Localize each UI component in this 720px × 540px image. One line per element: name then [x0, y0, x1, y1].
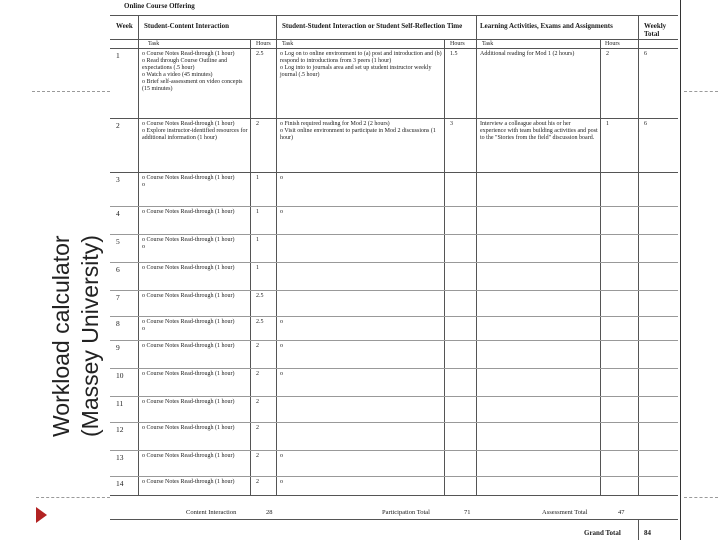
content-tasks: o Course Notes Read-through (1 hour) o: [142, 237, 235, 250]
sub-hours: Hours: [605, 41, 620, 47]
content-tasks: o Course Notes Read-through (1 hour) o: [142, 175, 235, 188]
rule: [276, 15, 277, 495]
week-number: 8: [116, 319, 120, 328]
row-rule: [110, 234, 678, 235]
week-number: 5: [116, 237, 120, 246]
interaction-tasks: o: [280, 453, 283, 459]
next-arrow-icon[interactable]: [36, 507, 47, 523]
participation-total-value: 71: [464, 509, 471, 516]
content-hours: 1: [256, 175, 259, 181]
rule: [110, 39, 678, 40]
content-tasks: o Course Notes Read-through (1 hour): [142, 293, 235, 299]
content-total-value: 28: [266, 509, 273, 516]
week-number: 9: [116, 343, 120, 352]
content-hours: 2: [256, 371, 259, 377]
title-line-1: Workload calculator: [48, 235, 74, 437]
col-week: Week: [116, 22, 133, 30]
activity-hours: 1: [606, 121, 609, 127]
participation-total-label: Participation Total: [382, 509, 430, 516]
interaction-hours: 3: [450, 121, 453, 127]
week-number: 7: [116, 293, 120, 302]
weekly-total: 6: [644, 121, 647, 127]
divider-bottom-right: [684, 497, 718, 498]
content-hours: 2: [256, 343, 259, 349]
row-rule: [110, 206, 678, 207]
rule: [600, 39, 601, 495]
sub-hours: Hours: [450, 41, 465, 47]
week-number: 14: [116, 479, 124, 488]
content-tasks: o Course Notes Read-through (1 hour): [142, 265, 235, 271]
divider-bottom-left: [36, 497, 110, 498]
week-number: 2: [116, 121, 120, 130]
rule: [476, 15, 477, 495]
interaction-hours: 1.5: [450, 51, 458, 57]
week-number: 3: [116, 175, 120, 184]
activity-tasks: Additional reading for Mod 1 (2 hours): [480, 51, 575, 57]
content-hours: 2: [256, 121, 259, 127]
activity-hours: 2: [606, 51, 609, 57]
rule: [110, 48, 678, 49]
divider-top-left: [32, 91, 110, 92]
week-number: 6: [116, 265, 120, 274]
doc-heading: Online Course Offering: [124, 2, 195, 10]
title-line-2: (Massey University): [77, 235, 103, 437]
content-hours: 2: [256, 453, 259, 459]
row-rule: [110, 340, 678, 341]
interaction-tasks: o: [280, 175, 283, 181]
col-activities: Learning Activities, Exams and Assignments: [480, 22, 613, 30]
row-rule: [110, 368, 678, 369]
col-content: Student-Content Interaction: [144, 22, 229, 30]
grand-total-value: 84: [644, 529, 651, 537]
page-edge: [680, 0, 681, 540]
row-rule: [110, 172, 678, 173]
week-number: 10: [116, 371, 124, 380]
content-tasks: o Course Notes Read-through (1 hour) o Read through Course Outline and expectations (.5 hour) o Watch a video (45 minutes) o Brief self-assessment on video concepts (15 minutes): [142, 51, 243, 92]
rule: [110, 519, 678, 520]
assessment-total-value: 47: [618, 509, 625, 516]
content-hours: 2: [256, 425, 259, 431]
interaction-tasks: o: [280, 209, 283, 215]
content-tasks: o Course Notes Read-through (1 hour): [142, 371, 235, 377]
slide-title: [20, 60, 110, 460]
sub-task: Task: [148, 41, 160, 47]
content-tasks: o Course Notes Read-through (1 hour): [142, 399, 235, 405]
week-number: 12: [116, 425, 124, 434]
rule: [110, 15, 678, 16]
content-hours: 2: [256, 399, 259, 405]
content-hours: 1: [256, 237, 259, 243]
interaction-tasks: o Log on to online environment to (a) post and introduction and (b) respond to introductions from 3 peers (1 hour) o Log into to journals area and set up student instructor weekly journal (.5 hour): [280, 51, 442, 78]
interaction-tasks: o: [280, 479, 283, 485]
weekly-total: 6: [644, 51, 647, 57]
sub-task: Task: [482, 41, 494, 47]
row-rule: [110, 476, 678, 477]
rule: [250, 39, 251, 495]
week-number: 1: [116, 51, 120, 60]
rule: [638, 15, 639, 495]
rule: [138, 15, 139, 495]
content-total-label: Content Interaction: [186, 509, 237, 516]
content-hours: 2.5: [256, 319, 264, 325]
content-hours: 2.5: [256, 293, 264, 299]
divider-top-right: [684, 91, 718, 92]
week-number: 4: [116, 209, 120, 218]
workload-table-scan: [110, 0, 682, 540]
row-rule: [110, 316, 678, 317]
rule: [110, 495, 678, 496]
content-tasks: o Course Notes Read-through (1 hour): [142, 453, 235, 459]
grand-total-label: Grand Total: [584, 529, 621, 537]
row-rule: [110, 450, 678, 451]
rule: [638, 519, 639, 540]
interaction-tasks: o: [280, 319, 283, 325]
sub-task: Task: [282, 41, 294, 47]
week-number: 11: [116, 399, 124, 408]
content-tasks: o Course Notes Read-through (1 hour): [142, 209, 235, 215]
content-tasks: o Course Notes Read-through (1 hour): [142, 343, 235, 349]
col-weekly: Weekly Total: [644, 22, 667, 38]
rule: [444, 39, 445, 495]
content-tasks: o Course Notes Read-through (1 hour): [142, 479, 235, 485]
content-hours: 2.5: [256, 51, 264, 57]
content-hours: 2: [256, 479, 259, 485]
interaction-tasks: o: [280, 371, 283, 377]
activity-tasks: Interview a colleague about his or her experience with team building activities and post to the "Stories from the field" discussion board.: [480, 121, 600, 141]
content-tasks: o Course Notes Read-through (1 hour) o Explore instructor-identified resources for additional information (1 hour): [142, 121, 248, 141]
content-hours: 1: [256, 209, 259, 215]
interaction-tasks: o: [280, 343, 283, 349]
assessment-total-label: Assessment Total: [542, 509, 588, 516]
week-number: 13: [116, 453, 124, 462]
row-rule: [110, 290, 678, 291]
content-tasks: o Course Notes Read-through (1 hour): [142, 425, 235, 431]
content-tasks: o Course Notes Read-through (1 hour) o: [142, 319, 235, 332]
interaction-tasks: o Finish required reading for Mod 2 (2 hours) o Visit online environment to participate in Mod 2 discussions (1 hour): [280, 121, 436, 141]
row-rule: [110, 118, 678, 119]
sub-hours: Hours: [256, 41, 271, 47]
col-interaction: Student-Student Interaction or Student Self-Reflection Time: [282, 22, 463, 30]
content-hours: 1: [256, 265, 259, 271]
row-rule: [110, 422, 678, 423]
row-rule: [110, 396, 678, 397]
row-rule: [110, 262, 678, 263]
